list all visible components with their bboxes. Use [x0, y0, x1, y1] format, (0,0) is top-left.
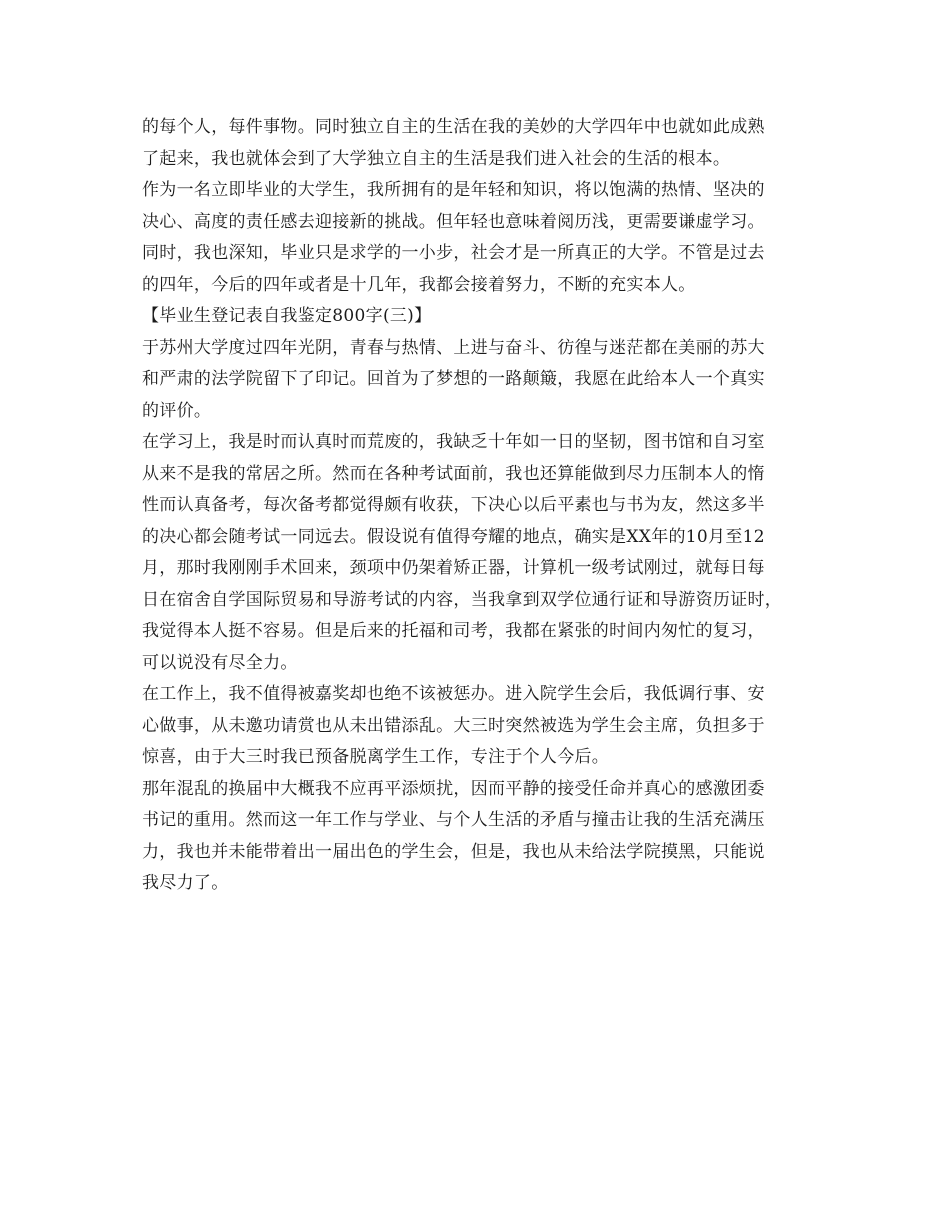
text-line: 决心、高度的责任感去迎接新的挑战。但年轻也意味着阅历浅，更需要谦虚学习。 [142, 211, 765, 232]
text-line: 书记的重用。然而这一年工作与学业、与个人生活的矛盾与撞击让我的生活充满压 [142, 810, 765, 830]
text-line: 日在宿舍自学国际贸易和导游考试的内容，当我拿到双学位通行证和导游资历证时， [142, 589, 783, 610]
text-line: 从来不是我的常居之所。然而在各种考试面前，我也还算能做到尽力压制本人的惰 [142, 463, 765, 484]
document-body [142, 112, 822, 900]
text-line: 惊喜，由于大三时我已预备脱离学生工作，专注于个人今后。 [142, 747, 610, 767]
text-line: 于苏州大学度过四年光阴，青春与热情、上进与奋斗、彷徨与迷茫都在美丽的苏大 [142, 337, 765, 358]
text-line: 我尽力了。 [142, 873, 229, 893]
text-line: 的决心都会随考试一同远去。假设说有值得夸耀的地点，确实是XX年的10月至12 [142, 526, 765, 547]
text-line: 心做事，从未邀功请赏也从未出错添乱。大三时突然被选为学生会主席，负担多于 [142, 715, 765, 736]
text-line: 力，我也并未能带着出一届出色的学生会，但是，我也从未给法学院摸黑，只能说 [142, 841, 765, 862]
text-line: 性而认真备考，每次备考都觉得颇有收获，下决心以后平素也与书为友，然这多半 [142, 495, 765, 515]
text-line: 同时，我也深知，毕业只是求学的一小步，社会才是一所真正的大学。不管是过去 [142, 243, 765, 263]
text-line: 可以说没有尽全力。 [142, 652, 298, 673]
text-line: 我觉得本人挺不容易。但是后来的托福和司考，我都在紧张的时间内匆忙的复习， [142, 621, 765, 641]
text-line: 月，那时我刚刚手术回来，颈项中仍架着矫正器，计算机一级考试刚过，就每日每 [142, 558, 765, 578]
section-heading: 【毕业生登记表自我鉴定800字(三)】 [142, 306, 432, 326]
text-line: 和严肃的法学院留下了印记。回首为了梦想的一路颠簸，我愿在此给本人一个真实 [142, 369, 765, 389]
text-line: 在学习上，我是时而认真时而荒废的，我缺乏十年如一日的坚韧，图书馆和自习室 [142, 432, 765, 452]
text-line: 在工作上，我不值得被嘉奖却也绝不该被惩办。进入院学生会后，我低调行事、安 [142, 684, 765, 704]
text-line: 了起来，我也就体会到了大学独立自主的生活是我们进入社会的生活的根本。 [142, 148, 731, 169]
text-line: 作为一名立即毕业的大学生，我所拥有的是年轻和知识，将以饱满的热情、坚决的 [142, 180, 765, 200]
text-line: 那年混乱的换届中大概我不应再平添烦扰，因而平静的接受任命并真心的感激团委 [142, 778, 765, 799]
text-line: 的四年，今后的四年或者是十几年，我都会接着努力，不断的充实本人。 [142, 274, 696, 295]
text-line: 的评价。 [142, 400, 212, 421]
text-line: 的每个人，每件事物。同时独立自主的生活在我的美妙的大学四年中也就如此成熟 [142, 117, 765, 137]
